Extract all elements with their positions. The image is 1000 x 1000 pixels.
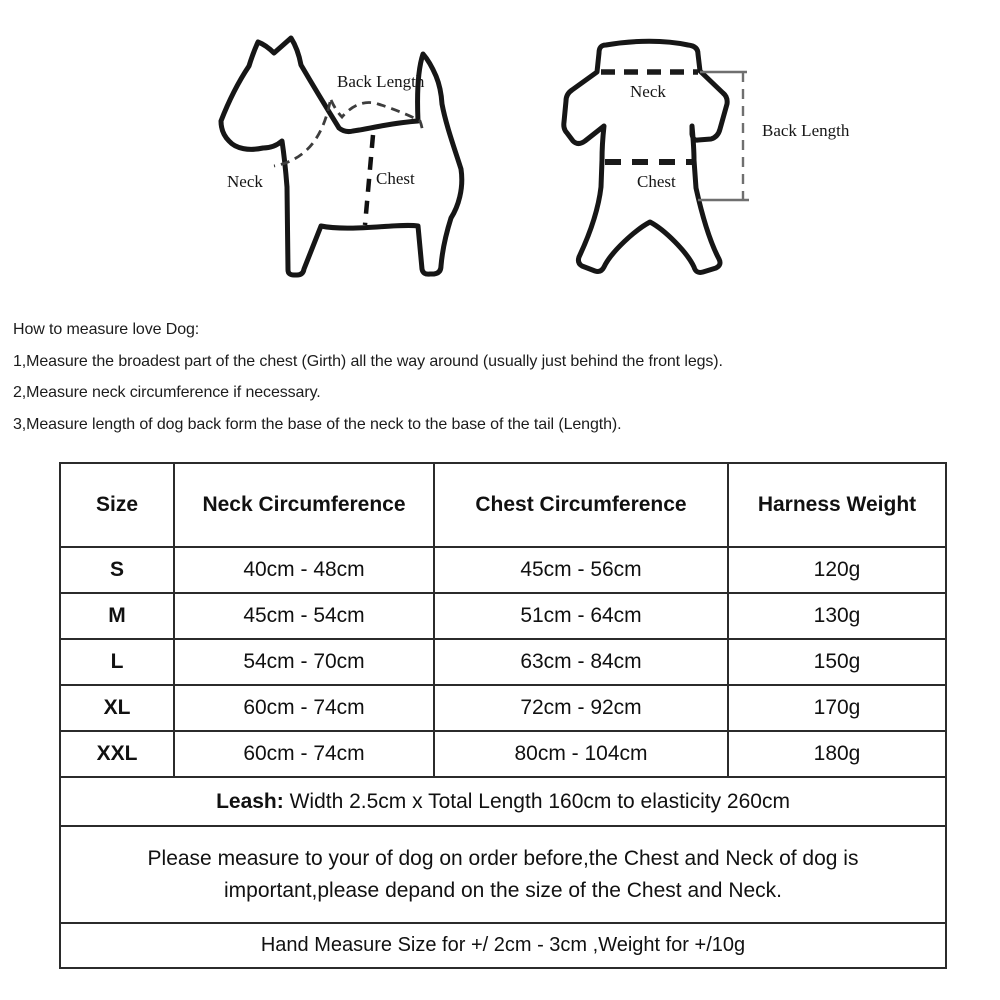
neck-cell: 40cm - 48cm <box>174 547 434 593</box>
instructions-heading: How to measure love Dog: <box>13 321 200 338</box>
weight-cell: 150g <box>728 639 946 685</box>
weight-cell: 120g <box>728 547 946 593</box>
column-header-size: Size <box>60 463 174 547</box>
measure-note-row <box>60 826 946 923</box>
size-table-footer <box>60 777 946 968</box>
size-cell: XXL <box>60 731 174 777</box>
column-header-chest: Chest Circumference <box>434 463 728 547</box>
size-table-header <box>60 463 946 547</box>
chest-cell: 63cm - 84cm <box>434 639 728 685</box>
side-view-back-length-label: Back Length <box>337 72 425 91</box>
hand-measure-cell: Hand Measure Size for +/ 2cm - 3cm ,Weight for +/10g <box>60 923 946 968</box>
size-cell: L <box>60 639 174 685</box>
size-row-s <box>60 547 946 593</box>
side-view-neck-label: Neck <box>227 172 263 191</box>
column-header-neck: Neck Circumference <box>174 463 434 547</box>
chest-cell: 51cm - 64cm <box>434 593 728 639</box>
neck-cell: 54cm - 70cm <box>174 639 434 685</box>
top-view-chest-label: Chest <box>637 172 676 191</box>
garment-outline <box>564 41 727 272</box>
instruction-step-3: 3,Measure length of dog back form the base of the neck to the base of the tail (Length). <box>13 415 622 433</box>
size-table <box>59 462 947 969</box>
chest-cell: 45cm - 56cm <box>434 547 728 593</box>
size-cell: XL <box>60 685 174 731</box>
measuring-instructions <box>13 314 723 440</box>
dog-side-view-diagram <box>190 20 490 300</box>
size-row-xxl <box>60 731 946 777</box>
instruction-step-1: 1,Measure the broadest part of the chest (Girth) all the way around (usually just behind the front legs). <box>13 352 723 370</box>
weight-cell: 180g <box>728 731 946 777</box>
instruction-step-2: 2,Measure neck circumference if necessary. <box>13 384 321 401</box>
measure-note-line-1: Please measure to your of dog on order before,the Chest and Neck of dog is <box>147 846 859 870</box>
weight-cell: 130g <box>728 593 946 639</box>
leash-row <box>60 777 946 826</box>
chest-cell: 72cm - 92cm <box>434 685 728 731</box>
size-row-xl <box>60 685 946 731</box>
header-row <box>60 463 946 547</box>
chest-cell: 80cm - 104cm <box>434 731 728 777</box>
hand-measure-row <box>60 923 946 968</box>
neck-cell: 45cm - 54cm <box>174 593 434 639</box>
measure-note-cell <box>60 826 946 923</box>
dog-garment-top-view-diagram <box>540 30 870 290</box>
size-row-l <box>60 639 946 685</box>
weight-cell: 170g <box>728 685 946 731</box>
size-table-body <box>60 547 946 777</box>
top-view-neck-label: Neck <box>630 82 666 101</box>
column-header-weight: Harness Weight <box>728 463 946 547</box>
measure-note-line-2: important,please depand on the size of the Chest and Neck. <box>223 878 783 902</box>
leash-spec: Width 2.5cm x Total Length 160cm to elasticity 260cm <box>283 789 790 813</box>
leash-label: Leash: <box>216 789 284 813</box>
size-cell: M <box>60 593 174 639</box>
size-cell: S <box>60 547 174 593</box>
size-row-m <box>60 593 946 639</box>
leash-cell <box>60 777 946 826</box>
neck-cell: 60cm - 74cm <box>174 685 434 731</box>
side-view-chest-label: Chest <box>376 169 415 188</box>
neck-cell: 60cm - 74cm <box>174 731 434 777</box>
top-view-back-length-label: Back Length <box>762 121 850 140</box>
